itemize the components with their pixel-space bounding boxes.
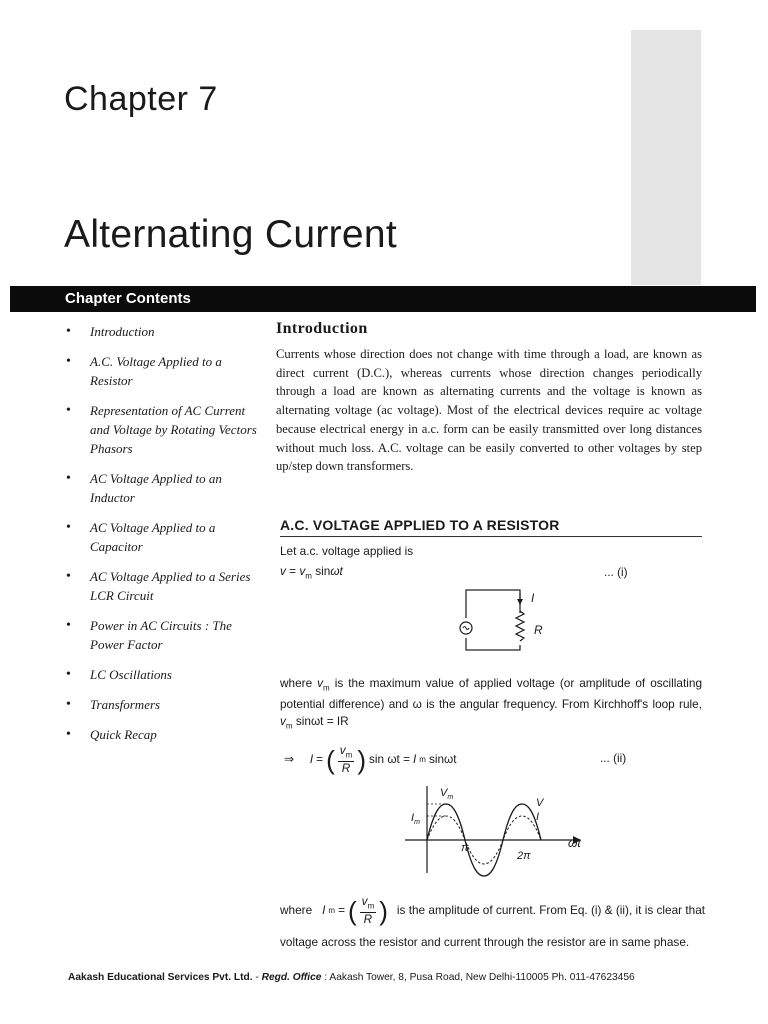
graph-pi-label: π <box>461 842 469 854</box>
eq2-Im-sub: m <box>419 755 426 765</box>
amplitude-sentence: where I m = ( $\frac{v_m}{R}$ ) is the amplitude of current. From Eq. (i) & (ii), it is clear that <box>280 894 706 927</box>
where-intro: where <box>280 676 313 690</box>
chapter-title: Alternating Current <box>64 213 398 256</box>
circuit-resistor-label: R <box>534 623 543 637</box>
toc-item[interactable]: • AC Voltage Applied to a Capacitor <box>66 518 266 556</box>
equation-2: ⇒ I = ( $\frac{v_m}{R}$ ) sin ωt = I m sinωt <box>284 743 457 776</box>
equation-1-number: ... (i) <box>604 565 628 579</box>
eq1-v: v <box>299 564 306 578</box>
eq1-omega-t: ωt <box>330 564 343 578</box>
toc-item[interactable]: • Power in AC Circuits : The Power Factor <box>66 616 266 654</box>
eq2-Im: I <box>413 752 417 767</box>
same-phase-conclusion: voltage across the resistor and current through the resistor are in same phase. <box>280 935 690 949</box>
where-v: v <box>317 676 324 690</box>
eq2-fraction <box>338 744 355 775</box>
voltage-current-graph <box>395 778 590 888</box>
graph-i-label: I <box>536 811 540 823</box>
eq2-mid: sin ωt = <box>368 752 410 767</box>
toc-item[interactable]: • AC Voltage Applied to an Inductor <box>66 469 266 507</box>
equation-1: $v = v_m$ sinωt <box>280 564 343 581</box>
footer-company: Aakash Educational Services Pvt. Ltd. <box>68 972 253 983</box>
where-text: is the maximum value of applied voltage (or amplitude of oscillating potential difference) and ω is the angular frequency. From Kirchhoff's loop rule, <box>280 676 703 712</box>
chapter-contents-list <box>66 322 266 755</box>
toc-item[interactable]: • Transformers <box>66 695 266 714</box>
eq2-I: I <box>309 752 314 767</box>
graph-2pi-label: 2π <box>517 850 531 862</box>
amplitude-explanation <box>280 675 702 735</box>
equation-2-number: ... (ii) <box>600 751 627 765</box>
toc-item[interactable]: • A.C. Voltage Applied to a Resistor <box>66 352 266 390</box>
eq1-lhs: v <box>280 564 286 578</box>
eq2-num: v <box>339 743 346 757</box>
amp-where: where <box>280 903 313 918</box>
eq2-equals: = <box>316 752 324 767</box>
eq1-sin: sin <box>315 564 331 578</box>
footer-address: : Aakash Tower, 8, Pusa Road, New Delhi-110005 Ph. 011-47623456 <box>321 972 635 983</box>
decorative-gray-strip <box>631 30 701 285</box>
graph-v-label: V <box>536 797 544 809</box>
amp-eq: = <box>338 903 345 918</box>
graph-vm-label: $V_m$ <box>440 787 454 802</box>
intro-heading: Introduction <box>276 320 368 337</box>
implies-symbol: ⇒ <box>284 752 294 767</box>
ac-voltage-statement: Let a.c. voltage applied is <box>280 544 414 558</box>
toc-item[interactable]: • Introduction <box>66 322 266 341</box>
eq1-sub: m <box>305 571 312 581</box>
toc-item[interactable]: • LC Oscillations <box>66 665 266 684</box>
chapter-label: Chapter 7 <box>64 80 218 118</box>
kirchhoff-v: v <box>280 714 286 729</box>
toc-item[interactable]: • AC Voltage Applied to a Series LCR Circuit <box>66 567 266 605</box>
circuit-current-label: I <box>531 591 535 605</box>
toc-item[interactable]: • Representation of AC Current and Voltage by Rotating Vectors Phasors <box>66 401 266 458</box>
amp-num-sub: m <box>367 901 375 911</box>
amp-text: is the amplitude of current. From Eq. (i) & (ii), it is clear that <box>396 903 706 918</box>
graph-im-label: $I_m$ <box>411 812 420 827</box>
eq2-end: sinωt <box>428 752 457 767</box>
amp-num: v <box>361 894 368 908</box>
amp-I: I <box>322 903 326 918</box>
amp-den: R <box>363 912 373 927</box>
footer-regd: Regd. Office <box>261 972 322 983</box>
footer-dash: - <box>252 972 262 983</box>
eq2-den: R <box>341 761 351 776</box>
amp-sub: m <box>328 906 336 916</box>
kirchhoff-sub: m <box>285 721 293 731</box>
kirchhoff-rest: sinωt = IR <box>295 714 349 729</box>
graph-axis-label: ωt <box>568 836 581 850</box>
amp-fraction <box>360 895 377 926</box>
intro-paragraph: Currents whose direction does not change with time through a load, are known as direct current (D.C.), whereas currents whose direction changes periodically through a load are known as alternating currents and the voltage is known as alternating voltage (ac voltage). Most of the electrical devices require ac voltage because electrical energy in a.c. form can be easily transmitted over long distances without much loss. A.C. voltage can be easily converted to other voltages by step up/step down transformers. <box>276 347 702 474</box>
toc-item[interactable]: • Quick Recap <box>66 725 266 744</box>
section-heading: A.C. VOLTAGE APPLIED TO A RESISTOR <box>280 517 560 533</box>
section-divider <box>280 536 702 537</box>
where-sub: m <box>323 683 330 693</box>
resistor-circuit-diagram <box>456 585 536 657</box>
page-footer <box>68 972 635 983</box>
eq2-num-sub: m <box>345 750 353 760</box>
chapter-contents-bar: Chapter Contents <box>10 286 756 312</box>
